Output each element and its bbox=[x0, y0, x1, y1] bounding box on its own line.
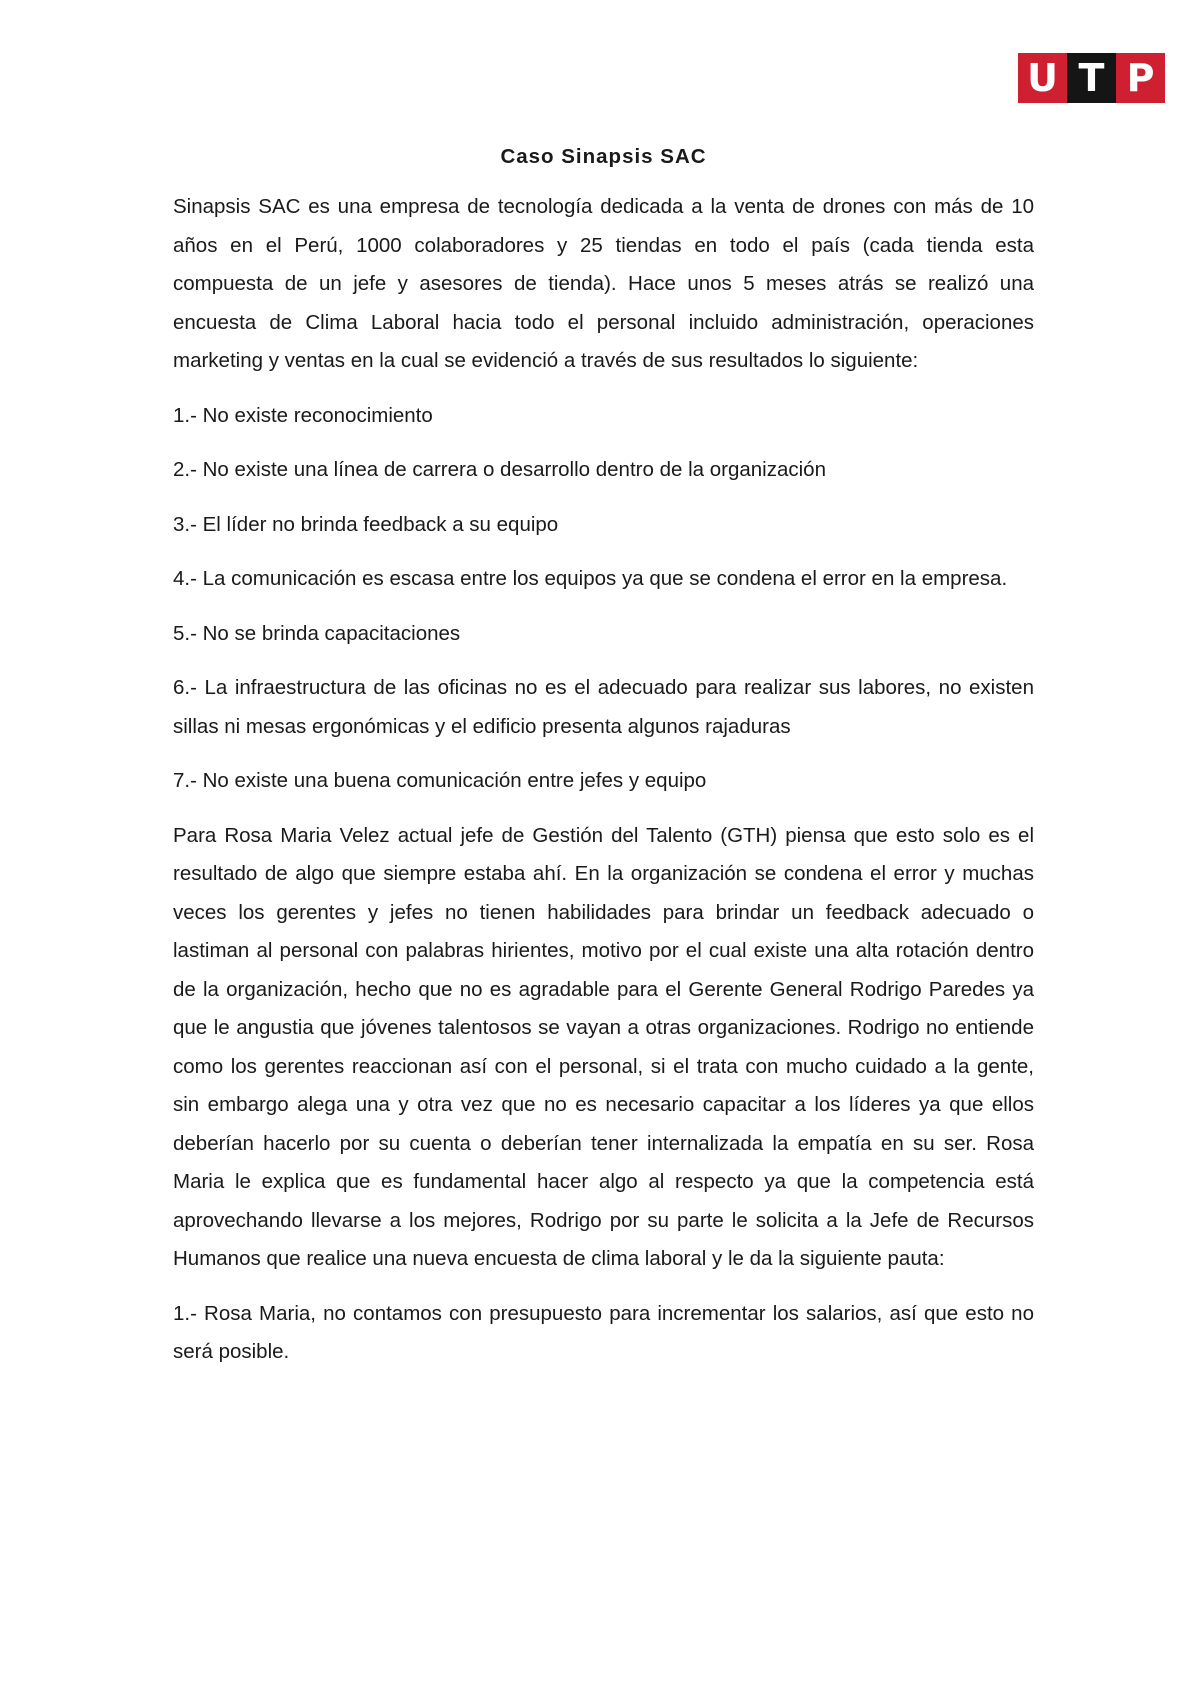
finding-item-2: 2.- No existe una línea de carrera o desarrollo dentro de la organización bbox=[173, 458, 826, 481]
document-body bbox=[173, 143, 1034, 1388]
finding-item-7: 7.- No existe una buena comunicación entre jefes y equipo bbox=[173, 769, 707, 792]
logo-letter-p: P bbox=[1116, 53, 1165, 103]
finding-item-3: 3.- El líder no brinda feedback a su equipo bbox=[173, 512, 559, 536]
logo-letter-u: U bbox=[1018, 53, 1067, 103]
finding-item-6: 6.- La infraestructura de las oficinas no es el adecuado para realizar sus labores, no existen sillas ni mesas ergonómicas y el edificio presenta algunos rajaduras bbox=[173, 676, 1034, 738]
narrative-paragraph: Para Rosa Maria Velez actual jefe de Gestión del Talento (GTH) piensa que esto solo es el resultado de algo que siempre estaba ahí. En la organización se condena el error y muchas veces los gerentes y jefes no tienen habilidades para brindar un feedback adecuado o lastiman al personal con palabras hirientes, motivo por el cual existe una alta rotación dentro de la organización, hecho que no es agradable para el Gerente General Rodrigo Paredes ya que le angustia que jóvenes talentosos se vayan a otras organizaciones. Rodrigo no entiende como los gerentes reaccionan así con el personal, si el trata con mucho cuidado a la gente, sin embargo alega una y otra vez que no es necesario capacitar a los líderes ya que ellos deberían hacerlo por su cuenta o deberían tener internalizada la empatía en su ser. Rosa Maria le explica que es fundamental hacer algo al respecto ya que la competencia está aprovechando llevarse a los mejores, Rodrigo por su parte le solicita a la Jefe de Recursos Humanos que realice una nueva encuesta de clima laboral y le da la siguiente pauta: bbox=[173, 823, 1034, 1270]
guideline-item-1: 1.- Rosa Maria, no contamos con presupuesto para incrementar los salarios, así que esto no será posible. bbox=[173, 1301, 1034, 1363]
logo-letter-t: T bbox=[1067, 53, 1116, 103]
finding-item-1: 1.- No existe reconocimiento bbox=[173, 403, 433, 427]
finding-item-4: 4.- La comunicación es escasa entre los equipos ya que se condena el error en la empresa. bbox=[173, 567, 1008, 590]
document-title: Caso Sinapsis SAC bbox=[500, 145, 707, 168]
finding-item-5: 5.- No se brinda capacitaciones bbox=[173, 621, 461, 645]
utp-logo bbox=[1018, 53, 1165, 103]
intro-paragraph: Sinapsis SAC es una empresa de tecnología dedicada a la venta de drones con más de 10 años en el Perú, 1000 colaboradores y 25 tiendas en todo el país (cada tienda esta compuesta de un jefe y asesores de tienda). Hace unos 5 meses atrás se realizó una encuesta de Clima Laboral hacia todo el personal incluido administración, operaciones marketing y ventas en la cual se evidenció a través de sus resultados lo siguiente: bbox=[173, 195, 1034, 372]
